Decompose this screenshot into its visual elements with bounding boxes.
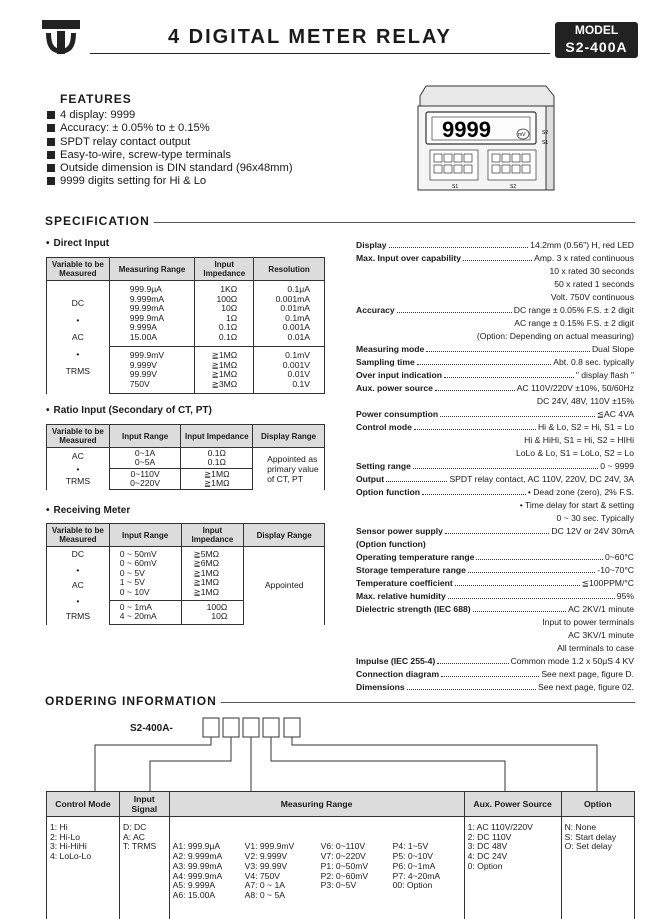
table-cell: ≧5MΩ ≧6MΩ ≧1MΩ ≧1MΩ ≧1MΩ bbox=[181, 547, 244, 601]
spec-label: Over input indication bbox=[356, 370, 442, 380]
table-cell: 999.9mV 9.999V 99.99V 750V bbox=[109, 347, 195, 394]
spec-leader-dots bbox=[441, 668, 539, 677]
code-slot-input bbox=[223, 718, 239, 737]
table-cell: Appointed bbox=[244, 547, 325, 625]
spec-value: 0~60°C bbox=[605, 552, 634, 562]
code-slot-aux bbox=[263, 718, 279, 737]
table-header: Input Impedance bbox=[195, 258, 254, 281]
table-cell: ≧1MΩ ≧1MΩ ≧1MΩ ≧3MΩ bbox=[195, 347, 254, 394]
spec-value: ≦100PPM/°C bbox=[581, 578, 634, 588]
spec-continuation: (Option: Depending on actual measuring) bbox=[476, 331, 634, 341]
spec-leader-dots bbox=[417, 356, 552, 365]
spec-label: Power consumption bbox=[356, 409, 439, 419]
spec-label: Sampling time bbox=[356, 357, 415, 367]
spec-row bbox=[356, 668, 634, 681]
spec-leader-dots bbox=[455, 577, 580, 586]
spec-leader-dots bbox=[473, 603, 566, 612]
feature-item: 9999 digits setting for Hi & Lo bbox=[47, 175, 293, 188]
spec-label: Storage temperature range bbox=[356, 565, 466, 575]
spec-leader-dots bbox=[397, 304, 512, 313]
spec-continuation: Input to power terminals bbox=[542, 617, 634, 627]
table-header: Resolution bbox=[254, 258, 325, 281]
spec-leader-dots bbox=[414, 421, 536, 430]
ordering-heading: ORDERING INFORMATION bbox=[45, 694, 221, 708]
spec-label: Sensor power supply bbox=[356, 526, 443, 536]
spec-value: Amp. 3 x rated continuous bbox=[534, 253, 634, 263]
table-cell: DC • AC • TRMS bbox=[47, 547, 110, 625]
table-header: Option bbox=[561, 792, 634, 817]
table-cell: 999.9μA 9.999mA 99.99mA 999.9mA 9.999A 15.00A bbox=[109, 281, 195, 347]
model-badge bbox=[555, 22, 638, 58]
table-cell: 0 ~ 50mV 0 ~ 60mV 0 ~ 5V 1 ~ 5V 0 ~ 10V bbox=[109, 547, 181, 601]
direct-input-table bbox=[46, 257, 325, 394]
spec-row bbox=[356, 252, 634, 265]
table-cell: DC • AC • TRMS bbox=[47, 281, 110, 394]
table-header: Input Impedance bbox=[181, 425, 253, 448]
specification-details bbox=[356, 239, 634, 694]
device-bottom-label: S1 bbox=[452, 184, 459, 190]
receiving-meter-table bbox=[46, 523, 325, 625]
table-header: Variable to be Measured bbox=[47, 425, 110, 448]
spec-value: 0 ~ 9999 bbox=[600, 461, 634, 471]
ratio-input-title: • Ratio Input (Secondary of CT, PT) bbox=[46, 405, 212, 416]
table-cell: N: None S: Start delay O: Set delay bbox=[561, 817, 634, 919]
spec-continuation: 0 ~ 30 sec. Typically bbox=[556, 513, 634, 523]
table-header: Variable to be Measured bbox=[47, 524, 110, 547]
spec-leader-dots bbox=[463, 252, 532, 261]
table-header: Input Range bbox=[109, 524, 181, 547]
table-cell: 1KΩ 100Ω 10Ω 1Ω 0.1Ω 0.1Ω bbox=[195, 281, 254, 347]
device-side-label: S2 bbox=[542, 130, 549, 136]
spec-row bbox=[356, 486, 634, 499]
spec-value: " display flash " bbox=[575, 370, 634, 380]
table-cell: 100Ω 10Ω bbox=[181, 600, 244, 624]
spec-label: Accuracy bbox=[356, 305, 395, 315]
range-column: V1: 999.9mV V2: 9.999V V3: 99.99V V4: 750V A7: 0 ~ 1A A8: 0 ~ 5A bbox=[244, 841, 295, 900]
feature-item: Accuracy: ± 0.05% to ± 0.15% bbox=[47, 122, 293, 135]
spec-label: Option function bbox=[356, 487, 420, 497]
spec-row bbox=[356, 408, 634, 421]
spec-continuation: DC 24V, 48V, 110V ±15% bbox=[536, 396, 634, 406]
spec-label: (Option function) bbox=[356, 539, 426, 549]
spec-continuation: Volt. 750V continuous bbox=[550, 292, 634, 302]
spec-value: See next page, figure 02. bbox=[537, 682, 634, 692]
table-cell: 0~110V 0~220V bbox=[109, 469, 181, 490]
spec-value: • Dead zone (zero), 2% F.S. bbox=[527, 487, 634, 497]
spec-value: DC 12V or 24V 30mA bbox=[551, 526, 634, 536]
spec-leader-dots bbox=[448, 590, 615, 599]
header-rule bbox=[90, 53, 550, 54]
spec-row bbox=[356, 304, 634, 317]
spec-row bbox=[356, 473, 634, 486]
spec-value: Abt. 0.8 sec. typically bbox=[553, 357, 634, 367]
spec-row bbox=[356, 382, 634, 395]
spec-leader-dots bbox=[407, 681, 536, 690]
spec-continuation: LoLo & Lo, S1 = LoLo, S2 = Lo bbox=[515, 448, 634, 458]
spec-row bbox=[356, 681, 634, 694]
table-header: Aux. Power Source bbox=[464, 792, 561, 817]
table-header: Variable to be Measured bbox=[47, 258, 110, 281]
device-display-digits: 9999 bbox=[442, 117, 491, 142]
order-code-diagram bbox=[0, 715, 650, 793]
table-cell: 1: AC 110V/220V 2: DC 110V 3: DC 48V 4: DC 24V 0: Option bbox=[464, 817, 561, 919]
spec-continuation: All terminals to case bbox=[557, 643, 634, 653]
spec-leader-dots bbox=[476, 551, 603, 560]
spec-value: AC 110V/220V ±10%, 50/60Hz bbox=[516, 383, 634, 393]
spec-label: Setting range bbox=[356, 461, 411, 471]
company-logo bbox=[42, 20, 80, 54]
spec-leader-dots bbox=[386, 473, 447, 482]
table-cell: AC • TRMS bbox=[47, 448, 110, 490]
table-cell: D: DC A: AC T: TRMS bbox=[119, 817, 169, 919]
spec-label: Operating temperature range bbox=[356, 552, 475, 562]
table-header: Display Range bbox=[244, 524, 325, 547]
spec-leader-dots bbox=[468, 564, 596, 573]
feature-item: Easy-to-wire, screw-type terminals bbox=[47, 149, 293, 162]
table-cell: 0~1A 0~5A bbox=[109, 448, 181, 469]
feature-item: SPDT relay contact output bbox=[47, 136, 293, 149]
meter-device-illustration bbox=[412, 84, 557, 194]
spec-row bbox=[356, 460, 634, 473]
table-cell: 0.1μA 0.001mA 0.01mA 0.1mA 0.001A 0.01A bbox=[254, 281, 325, 347]
table-header: Input Impedance bbox=[181, 524, 244, 547]
spec-label: Dielectric strength (IEC 688) bbox=[356, 604, 471, 614]
feature-item: Outside dimension is DIN standard (96x48mm) bbox=[47, 162, 293, 175]
spec-leader-dots bbox=[422, 486, 526, 495]
features-heading: FEATURES bbox=[60, 92, 132, 106]
spec-row bbox=[356, 590, 634, 603]
table-cell: 1: Hi 2: Hi-Lo 3: Hi-HiHi 4: LoLo-Lo bbox=[47, 817, 120, 919]
code-slot-range bbox=[243, 718, 259, 737]
spec-continuation: 10 x rated 30 seconds bbox=[549, 266, 634, 276]
spec-value: See next page, figure D. bbox=[541, 669, 634, 679]
specification-heading: SPECIFICATION bbox=[45, 214, 154, 228]
spec-value: 14.2mm (0.56") H, red LED bbox=[530, 240, 634, 250]
spec-row bbox=[356, 551, 634, 564]
table-header: Input Range bbox=[109, 425, 181, 448]
spec-label: Max. Input over capability bbox=[356, 253, 462, 263]
spec-continuation: Hi & HiHi, S1 = Hi, S2 = HIHi bbox=[524, 435, 634, 445]
spec-continuation: AC 3KV/1 minute bbox=[568, 630, 634, 640]
table-header: Control Mode bbox=[47, 792, 120, 817]
spec-label: Aux. power source bbox=[356, 383, 433, 393]
ratio-input-table bbox=[46, 424, 325, 490]
spec-label: Dimensions bbox=[356, 682, 405, 692]
spec-leader-dots bbox=[437, 655, 508, 664]
spec-row bbox=[356, 538, 634, 551]
model-label: MODEL bbox=[574, 23, 619, 37]
features-list bbox=[47, 109, 293, 189]
code-slot-option bbox=[284, 718, 300, 737]
spec-leader-dots bbox=[440, 408, 595, 417]
spec-row bbox=[356, 421, 634, 434]
table-cell: 0 ~ 1mA 4 ~ 20mA bbox=[109, 600, 181, 624]
spec-row bbox=[356, 356, 634, 369]
spec-value: -10~70°C bbox=[597, 565, 634, 575]
spec-leader-dots bbox=[426, 343, 590, 352]
spec-row bbox=[356, 655, 634, 668]
spec-row bbox=[356, 525, 634, 538]
table-header: Measuring Range bbox=[169, 792, 464, 817]
device-bottom-label: S2 bbox=[510, 184, 517, 190]
spec-leader-dots bbox=[444, 369, 574, 378]
spec-row bbox=[356, 343, 634, 356]
spec-label: Output bbox=[356, 474, 385, 484]
spec-value: SPDT relay contact, AC 110V, 220V, DC 24V, 3A bbox=[449, 474, 634, 484]
spec-leader-dots bbox=[445, 525, 549, 534]
spec-label: Impulse (IEC 255-4) bbox=[356, 656, 436, 666]
spec-value: DC range ± 0.05% F.S. ± 2 digit bbox=[513, 305, 634, 315]
spec-label: Max. relative humidity bbox=[356, 591, 446, 601]
spec-row bbox=[356, 577, 634, 590]
spec-label: Control mode bbox=[356, 422, 412, 432]
model-number: S2-400A bbox=[565, 39, 628, 55]
spec-row bbox=[356, 564, 634, 577]
range-column: V6: 0~110V V7: 0~220V P1: 0~50mV P2: 0~60mV P3: 0~5V bbox=[320, 841, 369, 891]
spec-value: 95% bbox=[616, 591, 634, 601]
table-cell: Appointed as primary value of CT, PT bbox=[253, 448, 325, 490]
spec-value: Common mode 1.2 x 50μS 4 KV bbox=[510, 656, 634, 666]
code-slot-control bbox=[203, 718, 219, 737]
spec-label: Temperature coefficient bbox=[356, 578, 453, 588]
spec-label: Display bbox=[356, 240, 387, 250]
spec-label: Connection diagram bbox=[356, 669, 440, 679]
table-header: Input Signal bbox=[119, 792, 169, 817]
spec-continuation: AC range ± 0.15% F.S. ± 2 digit bbox=[514, 318, 634, 328]
spec-value: AC 2KV/1 minute bbox=[568, 604, 634, 614]
range-column: P4: 1~5V P5: 0~10V P6: 0~1mA P7: 4~20mA 00: Option bbox=[392, 841, 441, 891]
spec-row bbox=[356, 239, 634, 252]
spec-leader-dots bbox=[413, 460, 598, 469]
spec-value: Hi & Lo, S2 = Hi, S1 = Lo bbox=[537, 422, 634, 432]
table-header: Measuring Range bbox=[109, 258, 195, 281]
spec-leader-dots bbox=[435, 382, 515, 391]
range-column: A1: 999.9μA A2: 9.999mA A3: 99.99mA A4: 999.9mA A5: 9.999A A6: 15.00A bbox=[172, 841, 223, 900]
ordering-table bbox=[46, 791, 635, 919]
spec-label: Measuring mode bbox=[356, 344, 425, 354]
table-cell bbox=[169, 817, 464, 919]
spec-value: ≦AC 4VA bbox=[596, 409, 634, 419]
spec-row bbox=[356, 603, 634, 616]
table-header: Display Range bbox=[253, 425, 325, 448]
direct-input-title: • Direct Input bbox=[46, 238, 109, 249]
spec-row bbox=[356, 369, 634, 382]
device-side-label: S1 bbox=[542, 140, 549, 146]
feature-item: 4 display: 9999 bbox=[47, 109, 293, 122]
spec-value: Dual Slope bbox=[591, 344, 634, 354]
page-title: 4 DIGITAL METER RELAY bbox=[168, 26, 452, 48]
table-cell: 0.1Ω 0.1Ω bbox=[181, 448, 253, 469]
spec-continuation: • Time delay for start & setting bbox=[519, 500, 634, 510]
order-code-prefix: S2-400A- bbox=[130, 723, 173, 734]
spec-continuation: 50 x rated 1 seconds bbox=[554, 279, 634, 289]
table-cell: ≧1MΩ ≧1MΩ bbox=[181, 469, 253, 490]
device-unit-label: mV bbox=[518, 132, 526, 138]
spec-leader-dots bbox=[389, 239, 529, 248]
table-cell: 0.1mV 0.001V 0.01V 0.1V bbox=[254, 347, 325, 394]
receiving-meter-title: • Receiving Meter bbox=[46, 505, 130, 516]
